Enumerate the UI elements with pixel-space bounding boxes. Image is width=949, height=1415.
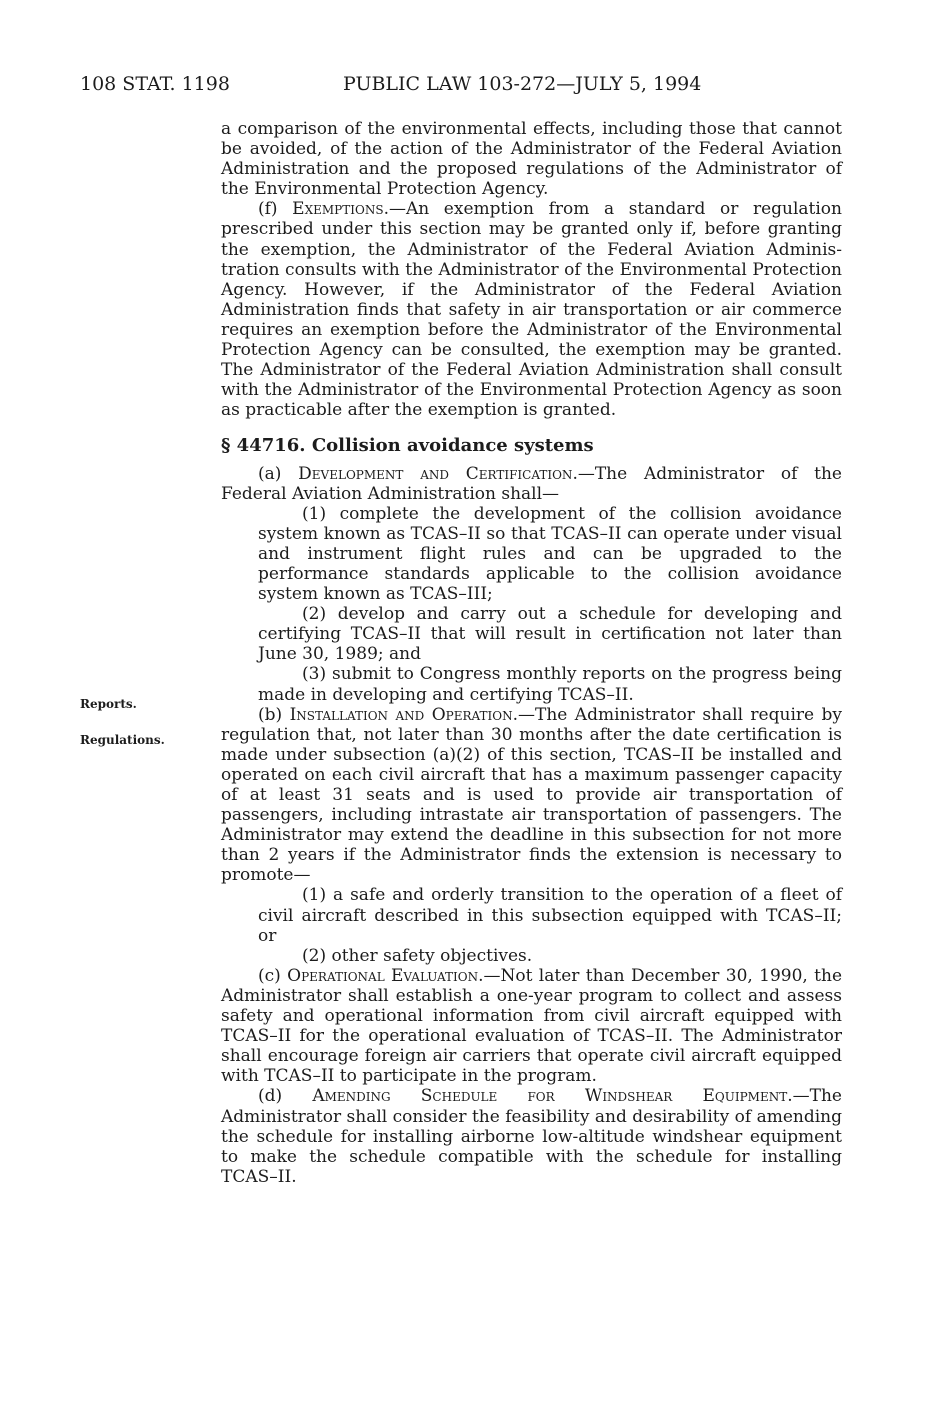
paragraph-b2: (2) other safety objectives. — [302, 945, 533, 966]
continued-paragraph: a comparison of the environmental effects, including those that cannot be avoided, of the action of the Administrator of the Federal Aviation Administration and the proposed regulations of the Administrator of the Environmental Protection Agency. — [221, 119, 842, 200]
subsection-d-heading: Amending Schedule for Windshear Equipment — [312, 1086, 788, 1107]
subsection-f-heading: Exemptions — [292, 199, 384, 220]
paragraph-a1: (1) complete the development of the collision avoidance system known as TCAS–II so that TCAS–II can operate under visual and instrument flight rules and can be upgraded to the performance standards applicable to the collision avoidance system known as TCAS–III; — [258, 503, 842, 605]
page-reference: 108 STAT. 1198 — [80, 73, 230, 95]
paragraph-b1: (1) a safe and orderly transition to the operation of a fleet of civil aircraft described in this subsection equipped with TCAS–II; or — [258, 885, 842, 946]
subsection-b: (b) Installation and Operation.—The Administrator shall require by regulation that, not later than 30 months after the date certification is made under subsection (a)(2) of this section, TCAS–II be installed and operated on each civil aircraft that has a maximum passenger capacity of at least 31 seats and is used to provide air transportation of passengers, including intrastate air transportation of passengers. The Administrator may extend the deadline in this subsection for not more than 2 years if the Administrator finds the extension is necessary to promote— — [221, 704, 842, 886]
subsection-b-heading: Installation and Operation — [289, 704, 513, 725]
subsection-d: (d) Amending Schedule for Windshear Equipment.—The Administrator shall consider the feasibility and desirability of amending the schedule for installing airborne low-altitude windshear equipment to make the schedule compatible with the schedule for installing TCAS–II. — [221, 1086, 842, 1187]
subsection-c-heading: Operational Evaluation — [287, 965, 479, 986]
subsection-f: (f) Exemptions.—An exemption from a standard or regulation prescribed under this section may be granted only if, before granting the exemption, the Administrator of the Federal Aviation Administration consults with the Administrator of the Environmental Protection Agency. However, if the Administrator of the Federal Aviation Administration finds that safety in air transportation or air commerce requires an exemption before the Administrator of the Environmental Protection Agency can be consulted, the exemption may be granted. The Administrator of the Federal Aviation Administration shall consult with the Administrator of the Environmental Protection Agency as soon as practicable after the exemption is granted. — [221, 199, 842, 421]
subsection-a: (a) Development and Certification.—The Administrator of the Federal Aviation Administration shall— — [221, 463, 842, 504]
paragraph-a2: (2) develop and carry out a schedule for developing and certifying TCAS–II that will result in certification not later than June 30, 1989; and — [258, 604, 842, 665]
margin-note-regulations: Regulations. — [80, 733, 165, 747]
paragraph-a3: (3) submit to Congress monthly reports on the progress being made in developing and certifying TCAS–II. — [258, 664, 842, 705]
margin-note-reports: Reports. — [80, 697, 137, 711]
statute-text — [221, 119, 842, 1187]
page-header — [80, 73, 860, 99]
subsection-a-heading: Development and Certification — [298, 463, 573, 484]
running-head: PUBLIC LAW 103-272—JULY 5, 1994 — [343, 73, 702, 95]
subsection-c: (c) Operational Evaluation.—Not later than December 30, 1990, the Administrator shall establish a one-year program to collect and assess safety and operational information from civil aircraft equipped with TCAS–II for the operational evaluation of TCAS–II. The Administrator shall encourage foreign air carriers that operate civil aircraft equipped with TCAS–II to participate in the program. — [221, 965, 842, 1087]
section-heading: § 44716. Collision avoidance systems — [221, 435, 594, 457]
